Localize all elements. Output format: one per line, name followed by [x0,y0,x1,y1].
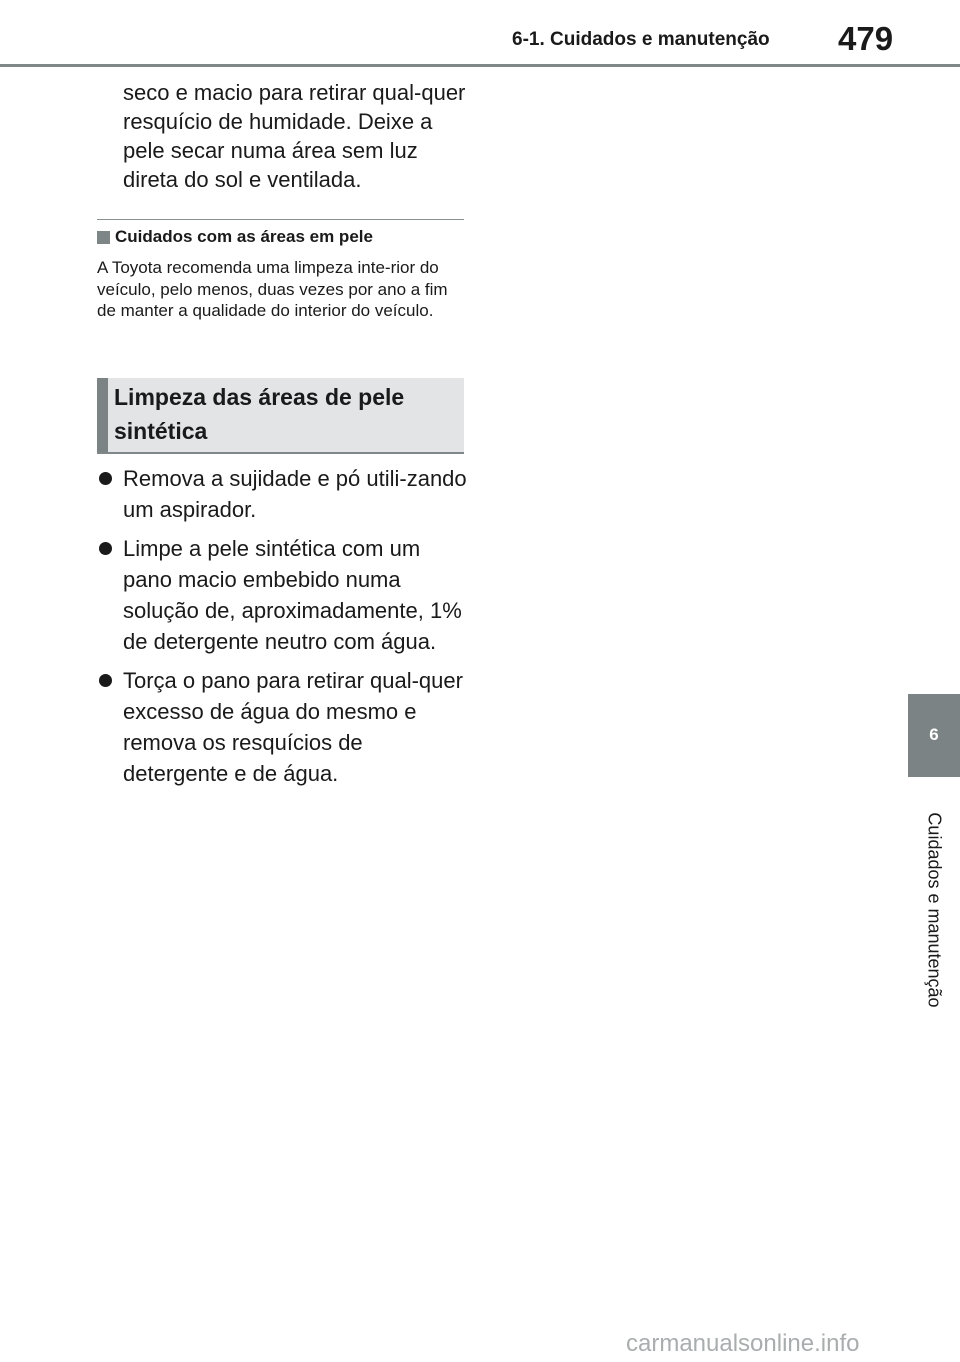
watermark: carmanualsonline.info [626,1330,860,1357]
note-body: A Toyota recomenda uma limpeza inte-rior do veículo, pelo menos, duas vezes por ano a fim de manter a qualidade do interior do veículo. [97,258,448,320]
note-heading-text: Cuidados com as áreas em pele [115,227,373,246]
section-heading-box [97,378,464,454]
bullet-dot-icon [99,542,112,555]
bullet-dot-icon [99,674,112,687]
intro-paragraph: seco e macio para retirar qual-quer resquício de humidade. Deixe a pele secar numa área sem luz direta do sol e ventilada. [123,80,466,192]
list-item-text: Limpe a pele sintética com um pano macio embebido numa solução de, aproximadamente, 1% de detergente neutro com água. [123,536,462,654]
square-icon [97,231,110,244]
header-rule [0,64,960,67]
chapter-number: 6 [929,725,939,744]
bullet-list [97,463,469,797]
bullet-dot-icon [99,472,112,485]
header-section-title: 6-1. Cuidados e manutenção [512,29,770,50]
note-heading [97,227,373,247]
note-divider [97,219,464,220]
page-number: 479 [838,20,894,57]
list-item [97,665,469,789]
list-item [97,463,469,525]
list-item [97,533,469,657]
section-title: Limpeza das áreas de pele sintética [114,384,405,444]
section-heading-bar [97,378,108,452]
list-item-text: Torça o pano para retirar qual-quer excesso de água do mesmo e remova os resquícios de detergente e de água. [123,668,463,786]
chapter-side-label: Cuidados e manutenção [924,812,945,1008]
chapter-tab [908,694,960,777]
list-item-text: Remova a sujidade e pó utili-zando um aspirador. [123,466,467,522]
